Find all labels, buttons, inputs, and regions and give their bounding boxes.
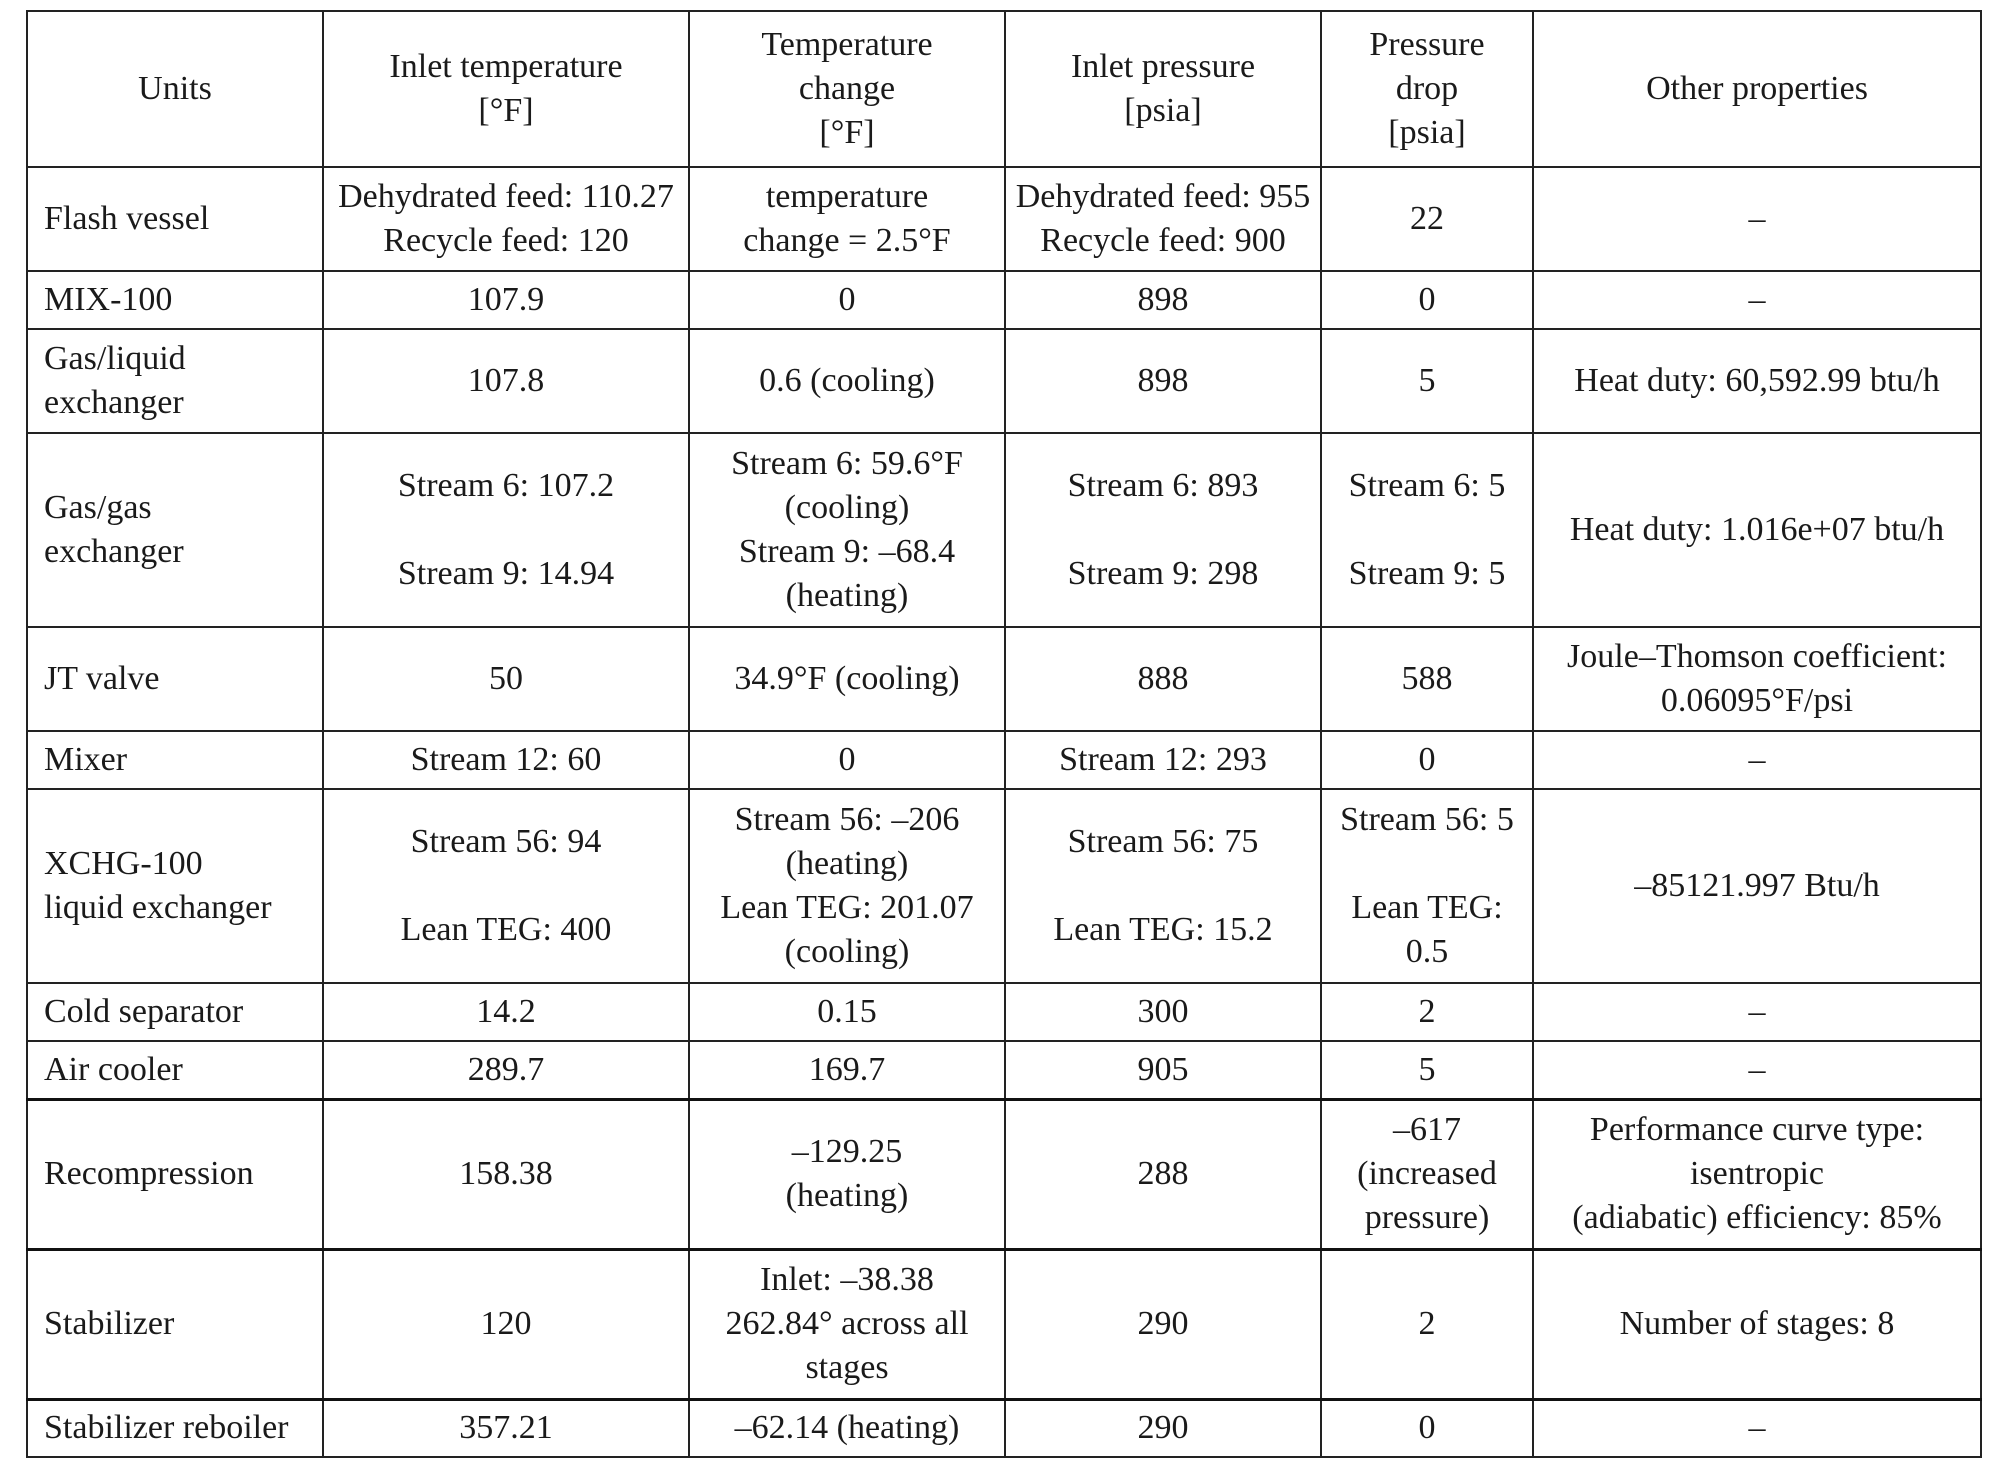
cell-unit: Flash vessel (27, 167, 323, 271)
cell-temperature-change: 34.9°F (cooling) (689, 627, 1005, 731)
cell-pressure-drop: 5 (1321, 329, 1533, 433)
cell-inlet-temperature: 120 (323, 1249, 689, 1399)
cell-inlet-pressure: 290 (1005, 1249, 1321, 1399)
cell-unit: MIX-100 (27, 271, 323, 329)
cell-unit: Gas/liquid exchanger (27, 329, 323, 433)
cell-inlet-pressure: Stream 6: 893 Stream 9: 298 (1005, 433, 1321, 627)
header-units: Units (27, 11, 323, 167)
header-temperature-change: Temperature change [°F] (689, 11, 1005, 167)
cell-pressure-drop: 2 (1321, 983, 1533, 1041)
cell-pressure-drop: 2 (1321, 1249, 1533, 1399)
cell-pressure-drop: 0 (1321, 271, 1533, 329)
cell-pressure-drop: 0 (1321, 1399, 1533, 1457)
cell-other-properties: –85121.997 Btu/h (1533, 789, 1981, 983)
cell-other-properties: Heat duty: 1.016e+07 btu/h (1533, 433, 1981, 627)
table-row-gas-liquid-exchanger (27, 329, 1981, 433)
cell-inlet-pressure: 905 (1005, 1041, 1321, 1099)
cell-inlet-pressure: 290 (1005, 1399, 1321, 1457)
cell-other-properties: Performance curve type: isentropic (adiabatic) efficiency: 85% (1533, 1099, 1981, 1249)
cell-unit: Mixer (27, 731, 323, 789)
cell-inlet-temperature: 158.38 (323, 1099, 689, 1249)
cell-inlet-temperature: Stream 6: 107.2 Stream 9: 14.94 (323, 433, 689, 627)
cell-other-properties: – (1533, 731, 1981, 789)
cell-inlet-temperature: Stream 56: 94 Lean TEG: 400 (323, 789, 689, 983)
cell-inlet-pressure: 898 (1005, 271, 1321, 329)
cell-unit: JT valve (27, 627, 323, 731)
cell-pressure-drop: Stream 56: 5 Lean TEG: 0.5 (1321, 789, 1533, 983)
cell-unit: Stabilizer reboiler (27, 1399, 323, 1457)
table-row-gas-gas-exchanger (27, 433, 1981, 627)
header-inlet-pressure: Inlet pressure [psia] (1005, 11, 1321, 167)
table-row-mixer (27, 731, 1981, 789)
header-row (27, 11, 1981, 167)
cell-other-properties: – (1533, 167, 1981, 271)
cell-temperature-change: temperature change = 2.5°F (689, 167, 1005, 271)
cell-inlet-temperature: Stream 12: 60 (323, 731, 689, 789)
cell-inlet-pressure: Stream 12: 293 (1005, 731, 1321, 789)
cell-temperature-change: –62.14 (heating) (689, 1399, 1005, 1457)
cell-pressure-drop: –617 (increased pressure) (1321, 1099, 1533, 1249)
cell-temperature-change: Stream 56: –206 (heating) Lean TEG: 201.07 (cooling) (689, 789, 1005, 983)
cell-inlet-temperature: Dehydrated feed: 110.27 Recycle feed: 120 (323, 167, 689, 271)
cell-inlet-temperature: 14.2 (323, 983, 689, 1041)
cell-pressure-drop: 22 (1321, 167, 1533, 271)
table-row-stabilizer-reboiler (27, 1399, 1981, 1457)
table-row-cold-separator (27, 983, 1981, 1041)
cell-temperature-change: Inlet: –38.38 262.84° across all stages (689, 1249, 1005, 1399)
table-row-flash-vessel (27, 167, 1981, 271)
cell-other-properties: Number of stages: 8 (1533, 1249, 1981, 1399)
cell-pressure-drop: Stream 6: 5 Stream 9: 5 (1321, 433, 1533, 627)
cell-inlet-pressure: 898 (1005, 329, 1321, 433)
cell-inlet-temperature: 107.9 (323, 271, 689, 329)
cell-unit: XCHG-100 liquid exchanger (27, 789, 323, 983)
cell-inlet-temperature: 50 (323, 627, 689, 731)
cell-pressure-drop: 5 (1321, 1041, 1533, 1099)
cell-inlet-pressure: 888 (1005, 627, 1321, 731)
cell-other-properties: – (1533, 271, 1981, 329)
cell-pressure-drop: 0 (1321, 731, 1533, 789)
header-other-properties: Other properties (1533, 11, 1981, 167)
table-row-stabilizer (27, 1249, 1981, 1399)
cell-unit: Recompression (27, 1099, 323, 1249)
cell-temperature-change: –129.25 (heating) (689, 1099, 1005, 1249)
cell-inlet-pressure: Stream 56: 75 Lean TEG: 15.2 (1005, 789, 1321, 983)
cell-inlet-temperature: 289.7 (323, 1041, 689, 1099)
cell-other-properties: Joule–Thomson coefficient: 0.06095°F/psi (1533, 627, 1981, 731)
cell-inlet-temperature: 357.21 (323, 1399, 689, 1457)
table-row-jt-valve (27, 627, 1981, 731)
cell-other-properties: – (1533, 983, 1981, 1041)
cell-other-properties: – (1533, 1399, 1981, 1457)
table-row-air-cooler (27, 1041, 1981, 1099)
cell-temperature-change: Stream 6: 59.6°F (cooling) Stream 9: –68.4 (heating) (689, 433, 1005, 627)
cell-temperature-change: 0 (689, 731, 1005, 789)
unit-operations-table-container (26, 10, 1980, 1458)
cell-inlet-temperature: 107.8 (323, 329, 689, 433)
cell-temperature-change: 0.15 (689, 983, 1005, 1041)
cell-unit: Air cooler (27, 1041, 323, 1099)
cell-temperature-change: 0.6 (cooling) (689, 329, 1005, 433)
header-pressure-drop: Pressure drop [psia] (1321, 11, 1533, 167)
table-row-xchg-100 (27, 789, 1981, 983)
cell-pressure-drop: 588 (1321, 627, 1533, 731)
cell-other-properties: – (1533, 1041, 1981, 1099)
cell-unit: Gas/gas exchanger (27, 433, 323, 627)
cell-temperature-change: 169.7 (689, 1041, 1005, 1099)
cell-inlet-pressure: 288 (1005, 1099, 1321, 1249)
header-inlet-temperature: Inlet temperature [°F] (323, 11, 689, 167)
cell-unit: Stabilizer (27, 1249, 323, 1399)
table-row-mix-100 (27, 271, 1981, 329)
table-row-recompression (27, 1099, 1981, 1249)
cell-other-properties: Heat duty: 60,592.99 btu/h (1533, 329, 1981, 433)
cell-inlet-pressure: 300 (1005, 983, 1321, 1041)
unit-operations-table (26, 10, 1982, 1458)
cell-temperature-change: 0 (689, 271, 1005, 329)
cell-unit: Cold separator (27, 983, 323, 1041)
cell-inlet-pressure: Dehydrated feed: 955 Recycle feed: 900 (1005, 167, 1321, 271)
